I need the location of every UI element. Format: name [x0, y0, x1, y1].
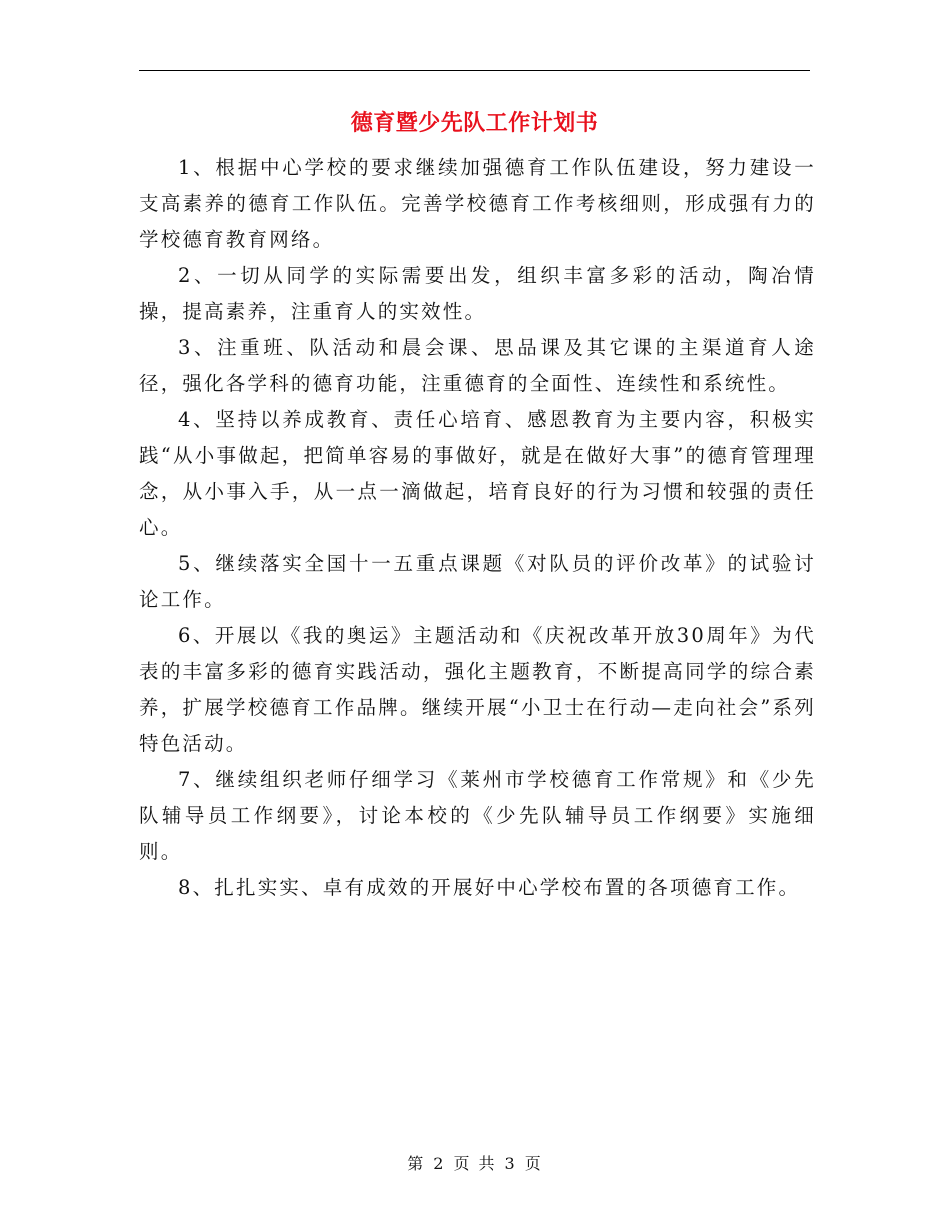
paragraph-4: 4、坚持以养成教育、责任心培育、感恩教育为主要内容，积极实践“从小事做起，把简单容易的事做好，就是在做好大事”的德育管理理念，从小事入手，从一点一滴做起，培育良好的行为习惯和较强的责任心。	[139, 408, 816, 539]
paragraph-8: 8、扎扎实实、卓有成效的开展好中心学校布置的各项德育工作。	[178, 876, 801, 899]
paragraph-2: 2、一切从同学的实际需要出发，组织丰富多彩的活动，陶冶情操，提高素养，注重育人的实效性。	[139, 264, 816, 323]
paragraph-1: 1、根据中心学校的要求继续加强德育工作队伍建设，努力建设一支高素养的德育工作队伍。完善学校德育工作考核细则，形成强有力的学校德育教育网络。	[139, 156, 816, 251]
paragraph-5: 5、继续落实全国十一五重点课题《对队员的评价改革》的试验讨论工作。	[139, 552, 816, 611]
footer-total-pages: 3	[504, 1154, 517, 1173]
document-body	[139, 150, 816, 906]
paragraph-3: 3、注重班、队活动和晨会课、思品课及其它课的主渠道育人途径，强化各学科的德育功能，注重德育的全面性、连续性和系统性。	[139, 336, 816, 395]
footer-prefix: 第	[407, 1154, 426, 1173]
paragraph-7: 7、继续组织老师仔细学习《莱州市学校德育工作常规》和《少先队辅导员工作纲要》，讨论本校的《少先队辅导员工作纲要》实施细则。	[139, 768, 816, 863]
paragraph-6: 6、开展以《我的奥运》主题活动和《庆祝改革开放30周年》为代表的丰富多彩的德育实践活动，强化主题教育，不断提高同学的综合素养，扩展学校德育工作品牌。继续开展“小卫士在行动—走向社会”系列特色活动。	[139, 624, 816, 755]
footer-page-number: 2	[433, 1154, 446, 1173]
footer-middle: 页 共	[453, 1154, 497, 1173]
header-rule	[139, 70, 810, 71]
document-title: 德育暨少先队工作计划书	[350, 111, 599, 136]
page-footer	[0, 1153, 950, 1175]
footer-suffix: 页	[524, 1154, 543, 1173]
